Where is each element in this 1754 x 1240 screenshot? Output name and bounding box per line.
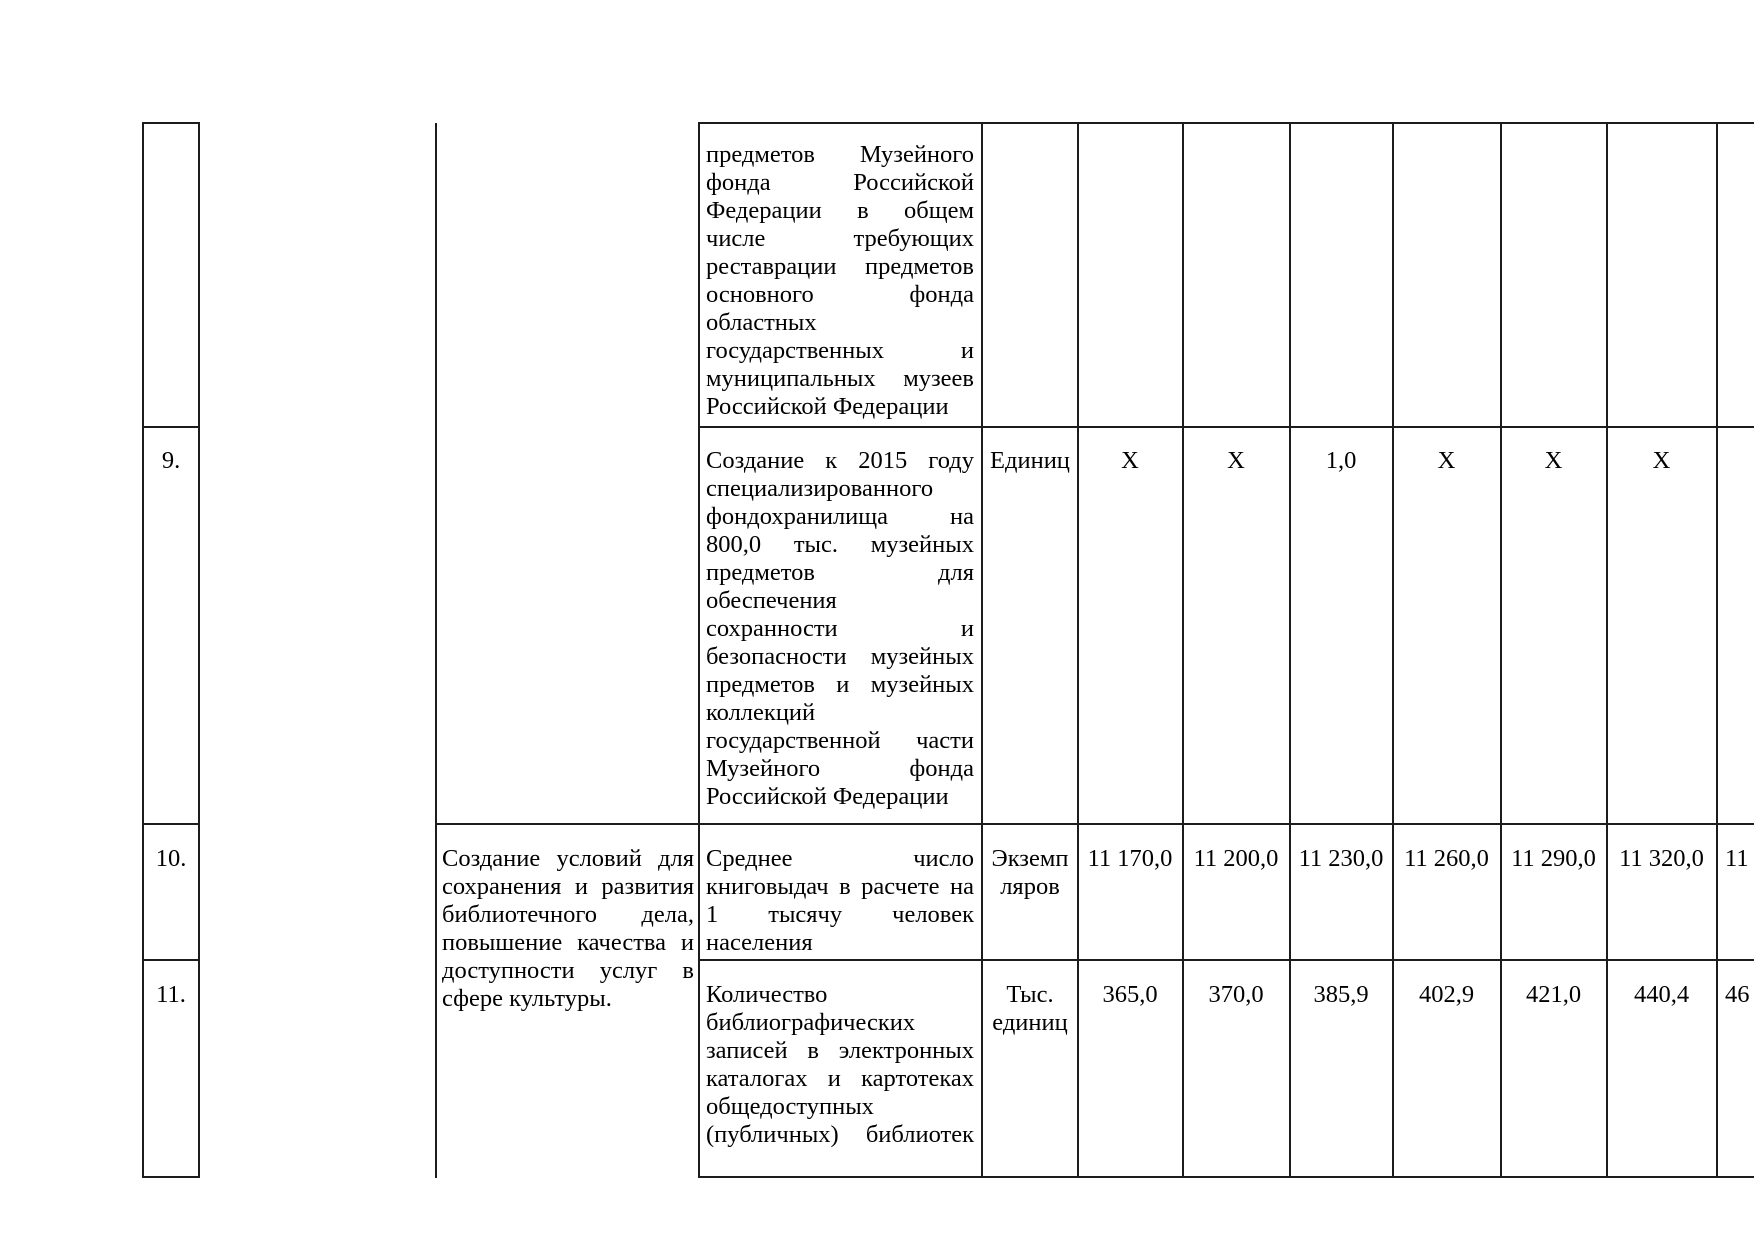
indicator-line: Количество	[706, 981, 828, 1008]
indicator-line: числе требующих	[706, 225, 974, 252]
value-cell: Х	[1437, 447, 1456, 474]
table-border-line	[435, 823, 1754, 825]
row-number-cell: 10.	[155, 845, 187, 872]
indicator-line: Российской Федерации	[706, 783, 949, 810]
table-border-line	[198, 123, 200, 1178]
indicator-line: (публичных) библиотек	[706, 1121, 974, 1148]
value-cell: Х	[1652, 447, 1671, 474]
task-line: Создание условий для	[442, 845, 694, 872]
value-cell: 11 200,0	[1193, 845, 1279, 872]
table-border-line	[698, 122, 1754, 124]
table-border-line	[1716, 123, 1718, 1178]
indicator-line: каталогах и картотеках	[706, 1065, 974, 1092]
table-border-line	[698, 959, 1754, 961]
value-cell: 1,0	[1325, 447, 1357, 474]
indicator-line: обеспечения	[706, 587, 837, 614]
indicator-line: общедоступных	[706, 1093, 874, 1120]
table-border-line	[1606, 123, 1608, 1178]
unit-line: Экземп	[991, 845, 1069, 872]
indicator-line: государственной части	[706, 727, 974, 754]
value-cell: 11 230,0	[1298, 845, 1384, 872]
table-border-line	[1182, 123, 1184, 1178]
indicator-line: предметов и музейных	[706, 671, 974, 698]
indicator-line: Музейного фонда	[706, 755, 974, 782]
value-cell: 402,9	[1418, 981, 1475, 1008]
table-border-line	[698, 426, 1754, 428]
indicator-line: областных	[706, 309, 817, 336]
table-border-line	[698, 123, 700, 1178]
value-cell-clipped: 46	[1725, 981, 1750, 1008]
table-border-line	[142, 426, 200, 428]
value-cell: 11 260,0	[1404, 845, 1489, 872]
table-border-line	[698, 1176, 1754, 1178]
value-cell: 370,0	[1208, 981, 1264, 1008]
indicator-line: предметов Музейного	[706, 141, 974, 168]
indicator-line: фонда Российской	[706, 169, 974, 196]
unit-line: Тыс.	[1006, 981, 1054, 1008]
unit-line: ляров	[1000, 873, 1060, 900]
value-cell: 11 320,0	[1619, 845, 1704, 872]
table-border-line	[142, 122, 200, 124]
indicator-line: 1 тысячу человек	[706, 901, 974, 928]
value-cell: 421,0	[1525, 981, 1582, 1008]
indicator-line: специализированного	[706, 475, 934, 502]
table-border-line	[142, 959, 200, 961]
value-cell: 440,4	[1633, 981, 1690, 1008]
unit-cell	[982, 845, 1078, 901]
unit-cell	[982, 981, 1078, 1037]
table-border-line	[1289, 123, 1291, 1178]
indicator-cell-row11	[706, 981, 974, 1149]
task-line: доступности услуг в	[442, 957, 694, 984]
indicator-line: Создание к 2015 году	[706, 447, 974, 474]
indicator-line: предметов для	[706, 559, 974, 586]
value-cell: 385,9	[1313, 981, 1369, 1008]
row-number-cell: 9.	[161, 447, 181, 474]
task-line: библиотечного дела,	[442, 901, 694, 928]
task-line: повышение качества и	[442, 929, 694, 956]
table-border-line	[1500, 123, 1502, 1178]
indicator-cell-row8	[706, 141, 974, 421]
value-cell: 365,0	[1102, 981, 1158, 1008]
table-border-line	[142, 823, 200, 825]
value-cell: 11 170,0	[1087, 845, 1173, 872]
task-line: сфере культуры.	[442, 985, 612, 1012]
table-border-line	[1392, 123, 1394, 1178]
indicator-line: безопасности музейных	[706, 643, 974, 670]
task-line: сохранения и развития	[442, 873, 694, 900]
indicator-line: фондохранилища на	[706, 503, 974, 530]
indicator-line: Российской Федерации	[706, 393, 949, 420]
indicator-line: муниципальных музеев	[706, 365, 974, 392]
value-cell-clipped: 11	[1725, 845, 1749, 872]
indicator-line: Федерации в общем	[706, 197, 974, 224]
value-cell: Х	[1544, 447, 1563, 474]
unit-line: единиц	[992, 1009, 1068, 1036]
value-cell: 11 290,0	[1511, 845, 1596, 872]
indicator-cell-row10	[706, 845, 974, 957]
indicator-line: 800,0 тыс. музейных	[706, 531, 974, 558]
value-cell: Х	[1227, 447, 1245, 474]
task-cell	[442, 845, 694, 1013]
indicator-line: государственных и	[706, 337, 974, 364]
table-border-line	[142, 123, 144, 1178]
indicator-line: записей в электронных	[706, 1037, 974, 1064]
indicator-line: населения	[706, 929, 813, 956]
table-border-line	[142, 1176, 200, 1178]
indicator-line: Среднее число	[706, 845, 974, 872]
value-cell: Х	[1121, 447, 1139, 474]
indicator-line: сохранности и	[706, 615, 974, 642]
indicator-line: реставрации предметов	[706, 253, 974, 280]
indicator-cell-row9	[706, 447, 974, 811]
table-border-line	[435, 123, 437, 1178]
indicator-line: книговыдач в расчете на	[706, 873, 974, 900]
row-number-cell: 11.	[156, 981, 186, 1008]
indicator-line: коллекций	[706, 699, 816, 726]
indicator-line: основного фонда	[706, 281, 974, 308]
unit-cell: Единиц	[990, 447, 1070, 474]
indicator-line: библиографических	[706, 1009, 916, 1036]
